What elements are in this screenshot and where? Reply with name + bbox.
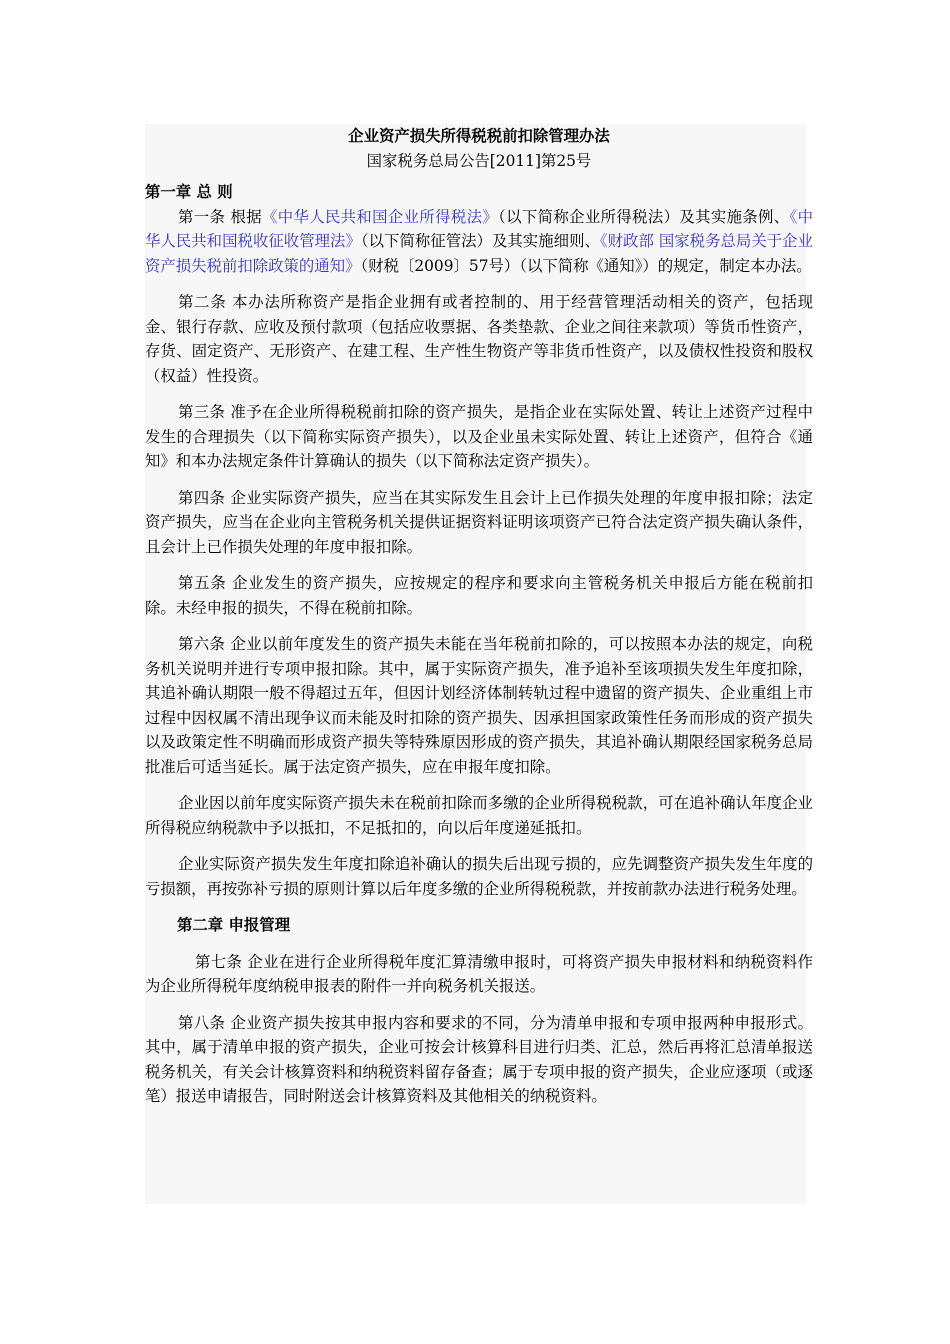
article-6: 第六条 企业以前年度发生的资产损失未能在当年税前扣除的，可以按照本办法的规定，向税务机关说明并进行专项申报扣除。其中，属于实际资产损失，准予追补至该项损失发生年度扣除，其追补确认期限一般不得超过五年，但因计划经济体制转轨过程中遗留的资产损失、企业重组上市过程中因权属不清出现争议而未能及时扣除的资产损失、因承担国家政策性任务而形成的资产损失以及政策定性不明确而形成资产损失等特殊原因形成的资产损失，其追补确认期限经国家税务总局批准后可适当延长。属于法定资产损失，应在申报年度扣除。 <box>145 635 813 776</box>
article-1-text-a: 第一条 根据 <box>178 207 262 226</box>
document-body <box>145 124 813 1121</box>
link-tax-collection-law[interactable]: 《中华人民共和国税收征收管理法》 <box>145 207 813 250</box>
article-1-text-b: （以下简称企业所得税法）及其实施条例、 <box>498 207 790 226</box>
document-subtitle: 国家税务总局公告[2011]第25号 <box>366 152 592 170</box>
document-title: 企业资产损失所得税税前扣除管理办法 <box>348 127 610 145</box>
link-enterprise-income-tax-law[interactable]: 《中华人民共和国企业所得税法》 <box>261 207 499 226</box>
chapter-1-heading: 第一章 总 则 <box>145 183 233 201</box>
chapter-2-heading: 第二章 申报管理 <box>177 916 291 934</box>
link-ministry-notice[interactable]: 《财政部 国家税务总局关于企业资产损失税前扣除政策的通知》 <box>145 232 813 275</box>
article-1-text-c: （以下简称征管法）及其实施细则、 <box>360 232 600 250</box>
article-1-text-d: （财税〔2009〕57号）（以下简称《通知》）的规定，制定本办法。 <box>360 256 812 275</box>
article-5: 第五条 企业发生的资产损失，应按规定的程序和要求向主管税务机关申报后方能在税前扣除。未经申报的损失，不得在税前扣除。 <box>145 574 813 617</box>
article-8: 第八条 企业资产损失按其申报内容和要求的不同，分为清单申报和专项申报两种申报形式。其中，属于清单申报的资产损失，企业可按会计核算科目进行归类、汇总，然后再将汇总清单报送税务机关，有关会计核算资料和纳税资料留存备查；属于专项申报的资产损失，企业应逐项（或逐笔）报送申请报告，同时附送会计核算资料及其他相关的纳税资料。 <box>145 1013 813 1105</box>
article-6-paragraph-3: 企业实际资产损失发生年度扣除追补确认的损失后出现亏损的，应先调整资产损失发生年度的亏损额，再按弥补亏损的原则计算以后年度多缴的企业所得税税款，并按前款办法进行税务处理。 <box>145 855 813 898</box>
article-6-paragraph-2: 企业因以前年度实际资产损失未在税前扣除而多缴的企业所得税税款，可在追补确认年度企业所得税应纳税款中予以抵扣，不足抵扣的，向以后年度递延抵扣。 <box>145 794 813 837</box>
article-2: 第二条 本办法所称资产是指企业拥有或者控制的、用于经营管理活动相关的资产，包括现金、银行存款、应收及预付款项（包括应收票据、各类垫款、企业之间往来款项）等货币性资产，存货、固定资产、无形资产、在建工程、生产性生物资产等非货币性资产，以及债权性投资和股权（权益）性投资。 <box>145 293 813 385</box>
article-1 <box>145 205 813 279</box>
article-3: 第三条 准予在企业所得税税前扣除的资产损失，是指企业在实际处置、转让上述资产过程中发生的合理损失（以下简称实际资产损失），以及企业虽未实际处置、转让上述资产，但符合《通知》和本办法规定条件计算确认的损失（以下简称法定资产损失）。 <box>145 403 813 470</box>
article-7: 第七条 企业在进行企业所得税年度汇算清缴申报时，可将资产损失申报材料和纳税资料作为企业所得税年度纳税申报表的附件一并向税务机关报送。 <box>145 952 813 995</box>
article-4: 第四条 企业实际资产损失，应当在其实际发生且会计上已作损失处理的年度申报扣除；法定资产损失，应当在企业向主管税务机关提供证据资料证明该项资产已符合法定资产损失确认条件，且会计上已作损失处理的年度申报扣除。 <box>145 488 813 556</box>
